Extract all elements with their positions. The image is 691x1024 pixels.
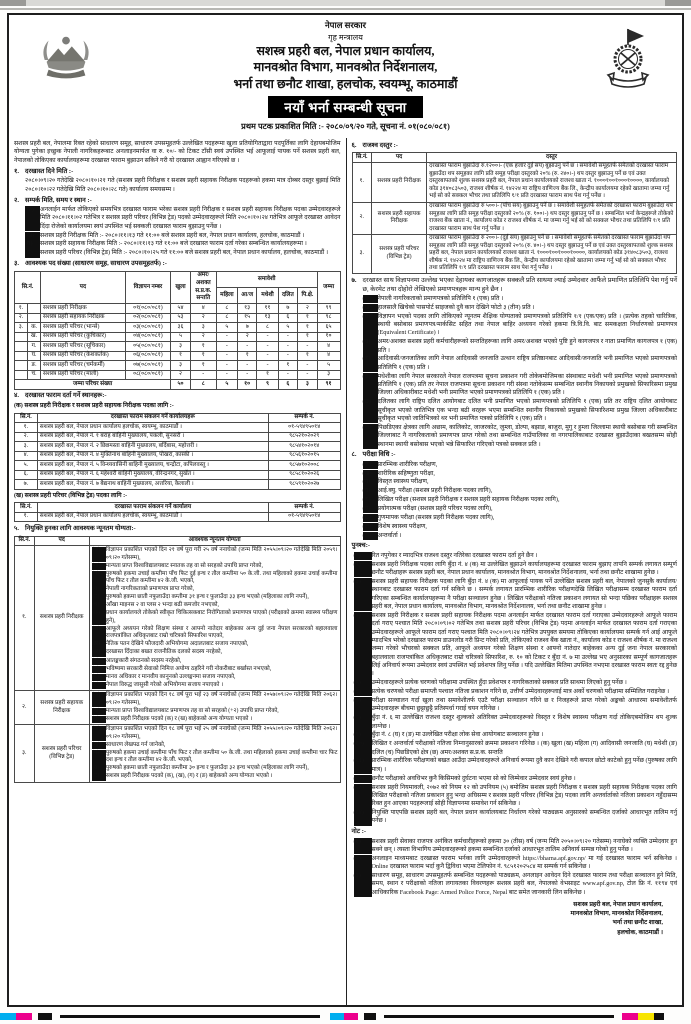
qualification-item: (ठ) भविष्यमा सरकारी सेवाको निमित्त अयोग्य ठहरिने गरी नोकरीबाट बर्खास्त नभएको, xyxy=(91,665,272,672)
punashcha-item: (२) सशस्त्र प्रहरी निरीक्षक पदका लागि बुँदा नं. ४ (क) मा उल्लेखित बुझाउने कार्यालयहरूमा दरखास्त फाराम बुझाए तापनि सम्पर्क लगायत सम्पूर्ण छनौट परीक्षाहरू सशस्त्र प्रहरी बल, नेपाल प्रधान कार्यालय, मानवश्रोत विभाग, मानवश्रोत निर्देशनालय, भर्ना तथा छनौट शाखामा हुनेछ । xyxy=(353,561,677,577)
section-3-heading: ३. आवश्यक पद संख्या (साधारण समूह, साधारण उपसमूहतर्फ) :- xyxy=(14,260,167,268)
col-sn: सि.नं. xyxy=(15,271,41,303)
document-item: (क) नेपाली नागरिकताको प्रमाणपत्रको प्रतिलिपि १ (एक) प्रति । xyxy=(362,295,504,302)
document-item: (ग) विज्ञापन भएको पदका लागि तोकिएको न्यूनतम शैक्षिक योग्यताको प्रमाणपत्रको प्रतिलिपि १/१ (एक/एक) प्रति । (प्रत्येक तहको चारित्रिक, स्थायी बसोबास प्रमाणपत्र/मार्कसिट सहित तथा नेपाल बाहिर अध्ययन गरेको हकमा त्रि.वि.वि. बाट समकक्षता निर्धारणको प्रमाणपत्र (Equivalent Certificate) । xyxy=(362,313,677,337)
punashcha-item: (१३) सशस्त्र प्रहरी नियमावली, २०७२ को नियम १२ को उपनियम (५) बमोजिम सशस्त्र प्रहरी निरीक्षक र सशस्त्र प्रहरी सहायक निरीक्षक पदका लागि लिखित परीक्षाको नतिजा प्रकाशन हुनु भन्दा अघिसम्म र सशस्त्र प्रहरी परिचर (विभिन्न ट्रेड) पदका लागि अन्तर्वार्ताको नतिजा प्रकाशन नहुँदासम्म रिक्त हुन आएका पदहरूलाई सोही विज्ञापनमा समावेश गर्न सकिनेछ । xyxy=(353,784,677,808)
section-4a-subheading: (क) सशस्त्र प्रहरी निरीक्षक र सशस्त्र प्रहरी सहायक निरीक्षक पदका लागि :- xyxy=(14,403,174,410)
vacancy-row: ख. सशस्त्र प्रहरी परिचर (कुचिकार) ०४(०८०/०८१) ५ २ - २ - - १ १० xyxy=(15,332,341,342)
contact-item: (ग) सशस्त्र प्रहरी सहायक निरीक्षक मिति :- २०८०।११।१३ गते ११:०० बजे दरखास्त फाराम दर्ता गरेका सम्बन्धित कार्यालयहरूमा । xyxy=(25,241,307,248)
qualification-row: ३. सशस्त्र प्रहरी परिचर (विभिन्न ट्रेड) (क) विज्ञापन प्रकाशित भएको दिन १८ वर्ष पूरा भई २५ वर्ष ननाघेको (जन्म मिति २०५५।०९।२० गतेदेखि मिति २०६२।०९।२० गतेसम्म), (ख) साधारण लेखपढ गर्न जानेको, (ग) पुरुषको हकमा उचाई कम्तीमा पाँच फिट र तौल कम्तीमा ५० के.जी. तथा महिलाको हकमा उचाई कम्तीमा चार फिट दश इन्च र तौल कम्तीमा ४२ के.जी. भएको, (घ) पुरुषको हकमा छाती नफुलाउँदा कम्तीमा ३० इन्च र फुलाउँदा ३२ इन्च भएको (महिलाका लागि नपर्ने), (ङ) सशस्त्र प्रहरी निरीक्षक पदको (क), (ख), (ग) र (ङ) बाहेकको अन्य योग्यता भएको । xyxy=(15,725,341,783)
scan-mark-right xyxy=(665,0,691,6)
section-1-heading: १. दरखास्त दिने मिति :- xyxy=(14,167,74,175)
org-line-1: सशस्त्र प्रहरी बल, नेपाल प्रधान कार्यालय, xyxy=(256,44,435,58)
notice-frame xyxy=(7,13,684,1007)
punashcha-item: (१४) नियुक्ति पाएपछि सशस्त्र प्रहरी बल, नेपाल प्रधान कार्यालयबाट निर्धारण गरेको पाठ्यक्रम अनुसारको सम्बन्धित दर्जाको आधारभूत तालिम गर्नु पर्नेछ । xyxy=(353,810,677,825)
section-5-heading: ५. नियुक्ति हुनका लागि आवश्यक न्यूनतम योग्यता:- xyxy=(14,524,136,532)
signature-line: मानवश्रोत विभाग, मानवश्रोत निर्देशनालय, xyxy=(570,910,663,918)
qualification-item: (ढ) नेपाल विरुद्ध जासुसी गरेको अभियोगमा सजाय नपाएको । xyxy=(91,681,224,688)
col-adv: विज्ञापन नम्बर xyxy=(125,271,171,303)
qualification-item: (ङ) सशस्त्र प्रहरी निरीक्षक पदको (क), (ख), (ग) र (ङ) बाहेकको अन्य योग्यता भएको । xyxy=(91,773,273,780)
section-1-body: २०८०।०९।२० गतेदेखि २०८०।१०।२१ गते (सशस्त्र प्रहरी निरीक्षक र सशस्त्र प्रहरी सहायक निरीक्षक पदहरूको हकमा मात्र दोब्बर दस्तुर बुझाई मिति २०८०।१०।२२ गतेदेखि मिति २०८०।१०।२८ गते) कार्यालय समयसम्म । xyxy=(25,178,341,193)
punashcha-item: (७) परीक्षा सञ्चालन गर्दा खुला तथा समावेशीतर्फ एउटै परीक्षा सञ्चालन गरिने छ र निजहरूले प्राप्त गरेको अङ्कको आधारमा समावेशीतर्फ उम्मेदवारहरू बीचमा छुट्टाछुट्टै प्रतिस्पर्धा गराई चयन गरिनेछ । xyxy=(353,697,677,713)
qualification-item: (ग) पुरुषको हकमा उचाई कम्तीमा पाँच फिट दुई इन्च र तौल कम्तीमा ५० के.जी. तथा महिलाको हकमा उचाई कम्तीमा पाँच फिट र तौल कम्तीमा ४२ के.जी. भएको, xyxy=(91,570,338,585)
fee-table: सि.नं. पद दस्तुर १. सशस्त्र प्रहरी निरीक्षक दरखास्त फाराम बुझाउँदा रु.१२००।- (एक हजार दुई सय) बुझाउनु पर्ने छ । समावेशी समूहतर्फ समेतको दरखास्त फाराम बुझाउँदा थप समूहका लागि प्रति समूह परीक्षा दस्तुरको २०% (रु. २४०।-) थप दस्तुर बुझाउनु पर्ने छ एवं उक्त दस्तुरबापतको शुल्क सशस्त्र प्रहरी बल, नेपाल प्रधान कार्यालयको राजश्व खाता नं. १०००१००१०००१००००, कार्यालयको कोड ३१४०८३५०३, राजश्व शीर्षक नं. १४२२४ मा राष्ट्रिय वाणिज्य बैंक लि., केन्द्रीय कार्यालयमा रहेको खातामा जम्मा गर्नु भई सो को सक्कल भौचर तथा प्रतिलिपि १/१ प्रति दरखास्त फाराम साथ पेश गर्नु पर्नेछ । २. सशस्त्र प्रहरी सहायक निरीक्षक दरखास्त फाराम बुझाउँदा रु ५००।- (पाँच सय) बुझाउनु पर्ने छ । समावेशी समूहतर्फ समेतको दरखास्त फाराम बुझाउँदा थप समूहका लागि प्रति समूह परीक्षा दस्तुरको २०% (रु. १००।-) थप दस्तुर बुझाउनु पर्ने छ । सम्बन्धित भर्ना केन्द्रहरूले तोकेको राजश्व बैंक खाता नं., कार्यालय कोड र राजश्व शीर्षक नं. मा जम्मा गर्नु भई सो को सक्कल भौचर तथा प्रतिलिपि १/१ प्रति दरखास्त फाराम साथ पेश गर्नु पर्नेछ । ३. सशस्त्र प्रहरी परिचर (विभिन्न ट्रेड) दरखास्त फाराम बुझाउँदा रु २००।- (दुई सय) बुझाउनु पर्ने छ । समावेशी समूहतर्फ समेतको दरखास्त फाराम बुझाउँदा थप समूहका लागि प्रति समूह परीक्षा दस्तुरको २०% (रु. ४०।-) थप दस्तुर बुझाउनु पर्ने छ एवं उक्त दस्तुरबापतको शुल्क सशस्त्र प्रहरी बल, नेपाल प्रधान कार्यालयको राजश्व खाता नं. १०००१००१०००१००००, कार्यालयको कोड ३१४०८३५०३, राजश्व शीर्षक नं. १४२२४ मा राष्ट्रिय वाणिज्य बैंक लि., केन्द्रीय कार्यालयमा रहेको खातामा जम्मा गर्नु भई सो को सक्कल भौचर तथा प्रतिलिपि १/१ प्रति दरखास्त फाराम साथ पेश गर्नु पर्नेछ । xyxy=(352,152,678,274)
scan-mark-left xyxy=(0,0,26,6)
punashcha-item: (११) प्रारम्भिक शारीरिक परीक्षणको बखत आउँदा उम्मेदवारहरूले अनिवार्य रूपमा दुवै कान देखिने गरी कपाल छोटो काटेको हुनु पर्नेछ (पुरुषका लागि मात्र) । xyxy=(353,758,677,773)
left-column xyxy=(9,138,346,1006)
government-label: नेपाल सरकार xyxy=(324,20,367,30)
contact-item: (ख) सशस्त्र प्रहरी निरीक्षक मिति :- २०८०।११।१३ गते ११:०० बजे सशस्त्र प्रहरी बल, नेपाल प्रधान कार्यालय, हलचोक, काठमाडौं । xyxy=(25,232,305,239)
registration-offices-table-b: सि.नं. दरखास्त फाराम संकलन गर्ने कार्यालय सम्पर्क नं. १. सशस्त्र प्रहरी बल, नेपाल प्रधान कार्यालय हलचोक, स्वयम्भू, काठमाडौं । ०१-५९४९५०१४ xyxy=(14,502,341,522)
punashcha-item: (९) बुँदा नं. ८ (घ) र (ङ) मा उल्लेखित परीक्षा लोक सेवा आयोगबाट सञ्चालन हुनेछ । xyxy=(353,732,544,739)
vacancy-row: १. सशस्त्र प्रहरी निरीक्षक ०१(०८०/०८१) ५४ ४ ८ १३ ११ ७ २ ९९ xyxy=(15,304,341,314)
qualification-item: (घ) पुरुषको हकमा छाती नफुलाउँदा कम्तीमा ३० इन्च र फुलाउँदा ३२ इन्च भएको (महिलाका लागि नपर्ने), xyxy=(91,765,309,772)
exam-method-item: (क) प्रारम्भिक शारीरिक परीक्षण, xyxy=(362,461,438,468)
qualification-item: (झ) नैतिक पतन देखिने फौजदारी अभियोगमा अदालतबाट सजाय नपाएको, xyxy=(91,641,249,648)
qualification-item: (ख) मान्यता प्राप्त विश्वविद्यालयबाट स्नातक तह वा सो सरहको उपाधि प्राप्त गरेको, xyxy=(91,562,263,569)
qualification-item: (ड) मानव अधिकार र मानवीय कानूनको उल्लङ्घनमा सजाय नपाएको, xyxy=(91,673,236,680)
vacancy-row: २. सशस्त्र प्रहरी सहायक निरीक्षक ०२(०८०/०८१) ५३ २ ८ १५ १३ ६ १ ९८ xyxy=(15,313,341,323)
section-4-heading: ४. दरखास्त फाराम दर्ता गर्ने स्थानहरू:- xyxy=(14,392,107,400)
qualification-item: (छ) प्रधान कार्यालयले तोकेको स्वीकृत चिकित्सकबाट निरोगिताको प्रमाणपत्र पाएको (परीक्षाको क्रममा स्वास्थ्य परीक्षण हुने), xyxy=(91,610,338,624)
qualification-item: (च) आँखा माइनस २ वा प्लस २ भन्दा बढी कमजोर नभएको, xyxy=(91,602,220,609)
office-row: २. सशस्त्र प्रहरी बल, नेपाल नं. १ बराह बाहिनी मुख्यालय, पकली, सुनसरी । ९८५२१०२०२९ xyxy=(15,432,341,442)
signature-block xyxy=(352,900,678,937)
office-row: ६. सशस्त्र प्रहरी बल, नेपाल नं. ६ महेश्वरी बाहिनी मुख्यालय, वीरेन्द्रनगर, सुर्खेत । ९८५८१०२०२६ xyxy=(15,470,341,480)
signature-line: सशस्त्र प्रहरी बल, नेपाल प्रधान कार्यालय, xyxy=(573,901,663,909)
signature-line: हलचोक, काठमाडौं । xyxy=(617,928,663,936)
fee-row: २. सशस्त्र प्रहरी सहायक निरीक्षक दरखास्त फाराम बुझाउँदा रु ५००।- (पाँच सय) बुझाउनु पर्ने छ । समावेशी समूहतर्फ समेतको दरखास्त फाराम बुझाउँदा थप समूहका लागि प्रति समूह परीक्षा दस्तुरको २०% (रु. १००।-) थप दस्तुर बुझाउनु पर्ने छ । सम्बन्धित भर्ना केन्द्रहरूले तोकेको राजश्व बैंक खाता नं., कार्यालय कोड र राजश्व शीर्षक नं. मा जम्मा गर्नु भई सो को सक्कल भौचर तथा प्रतिलिपि १/१ प्रति दरखास्त फाराम साथ पेश गर्नु पर्नेछ । xyxy=(352,202,677,234)
qualification-item: (ख) साधारण लेखपढ गर्न जानेको, xyxy=(91,741,166,748)
section-4b-subheading: (ख) सशस्त्र प्रहरी परिचर (विभिन्न ट्रेड) पदका लागि :- xyxy=(14,492,128,499)
contact-item: (घ) सशस्त्र प्रहरी परिचर (विभिन्न ट्रेड) मिति :- २०८०।१०।२५ गते ११:०० बजे सशस्त्र प्रहरी बल, नेपाल प्रधान कार्यालय, हलचोक, काठमाडौं । xyxy=(25,250,329,257)
office-row: ३. सशस्त्र प्रहरी बल, नेपाल नं. २ छिन्नमस्ता बाहिनी मुख्यालय, बर्दिबास, महोत्तरी । ९८५४१०२०१४ xyxy=(15,442,341,452)
qualification-row: २. सशस्त्र प्रहरी सहायक निरीक्षक (क) विज्ञापन प्रकाशित भएको दिन १८ वर्ष पूरा भई २३ वर्ष ननाघेको (जन्म मिति २०५७।०९।२० गतेदेखि मिति २०६२।०९।२० गतेसम्म), (ख) मान्यता प्राप्त विश्वविद्यालयबाट प्रमाणपत्र तह वा सो सरहको (+२) उपाधि प्राप्त गरेको, (ग) सशस्त्र प्रहरी निरीक्षक पदको (क) र (ख) बाहेकको अन्य योग्यता भएको । xyxy=(15,691,341,725)
org-line-2: मानवश्रोत विभाग, मानवश्रोत निर्देशनालय, xyxy=(253,60,438,75)
section-8-heading: ८. परीक्षा विधि :- xyxy=(351,451,396,459)
org-line-3: भर्ना तथा छनौट शाखा, हलचोक, स्वयम्भू, काठमाडौं xyxy=(233,76,458,91)
office-row: १. सशस्त्र प्रहरी बल, नेपाल प्रधान कार्यालय हलचोक, स्वयम्भू, काठमाडौं । ०१-५९४९५०१४ xyxy=(15,512,341,522)
note-item: (२) अनलाइन माध्यमबाट दरखास्त फाराम भर्नका लागि उम्मेदवारहरूले https://bharna.apf.gov.np/ मा गई दरखास्त फाराम भर्न सकिनेछ । Online दरखास्त फाराम भर्दा कुनै द्विविधा भएमा टेलिफोन नं. ९८५१२०२५८४ मा सम्पर्क गर्न सकिनेछ । xyxy=(353,855,677,871)
exam-method-item: (च) प्रयोगात्मक परीक्षा (सशस्त्र प्रहरी परिचर पदका लागि), xyxy=(362,506,493,513)
vacancy-row: ङ. सशस्त्र प्रहरी परिचर (चर्मकर्मी) ०७(०८०/०८१) ३ १ - - - १ - ५ xyxy=(15,361,341,371)
document-item: (च) मधेशीका लागि नेपाल सरकारले नेपाल राजपत्रमा सूचना प्रकाशन गरी तोकेबमोजिमका संस्थाबाट मधेशी भनी प्रमाणित भएको प्रमाणपत्रको प्रतिलिपि १ (एक) प्रति तर नेपाल राजपत्रमा सूचना प्रकाशन गरी संस्था नतोकेसम्म सम्बन्धित स्थानीय निकायको प्रमुखको सिफारिसमा प्रमुख जिल्ला अधिकारीबाट मधेशी भनी प्रमाणित भएको प्रमाणपत्रको प्रतिलिपि १ (एक) प्रति । xyxy=(362,373,677,397)
punashcha-item: (५) उम्मेदवारहरूले प्रत्येक चरणको परीक्षामा उपस्थित हुँदा प्रवेशपत्र र नागरिकताको सक्कल प्रति साथमा लिएको हुनु पर्नेछ । xyxy=(353,680,627,687)
col-samaveshi: समावेशी xyxy=(216,271,317,287)
armed-police-force-emblem-icon xyxy=(600,27,656,98)
qualification-item: (ट) आतङ्ककारी संगठनको सदस्य नरहेको, xyxy=(91,657,182,664)
fee-row: १. सशस्त्र प्रहरी निरीक्षक दरखास्त फाराम बुझाउँदा रु.१२००।- (एक हजार दुई सय) बुझाउनु पर्ने छ । समावेशी समूहतर्फ समेतको दरखास्त फाराम बुझाउँदा थप समूहका लागि प्रति समूह परीक्षा दस्तुरको २०% (रु. २४०।-) थप दस्तुर बुझाउनु पर्ने छ एवं उक्त दस्तुरबापतको शुल्क सशस्त्र प्रहरी बल, नेपाल प्रधान कार्यालयको राजश्व खाता नं. १०००१००१०००१००००, कार्यालयको कोड ३१४०८३५०३, राजश्व शीर्षक नं. १४२२४ मा राष्ट्रिय वाणिज्य बैंक लि., केन्द्रीय कार्यालयमा रहेको खातामा जम्मा गर्नु भई सो को सक्कल भौचर तथा प्रतिलिपि १/१ प्रति दरखास्त फाराम साथ पेश गर्नु पर्नेछ । xyxy=(352,162,677,202)
top-rule xyxy=(0,8,691,10)
punashcha-item: (८) बुँदा नं. ६ मा उल्लेखित राजश्व दस्तुर शुल्कको अतिरिक्त उम्मेदवारहरूको विस्तृत र विशेष स्वास्थ्य परीक्षण गर्दा तोकिएबमोजिम थप शुल्क लाग्नेछ । xyxy=(353,715,677,730)
qualification-table: सि.नं. पद आवश्यक न्यूनतम योग्यता १. सशस्त्र प्रहरी निरीक्षक (क) विज्ञापन प्रकाशित भएको दिन २१ वर्ष पूरा गरी २५ वर्ष ननाघेको (जन्म मिति २०५५।०९।२० गतेदेखि मिति २०५९।०९।२० गतेसम्म), (ख) मान्यता प्राप्त विश्वविद्यालयबाट स्नातक तह वा सो सरहको उपाधि प्राप्त गरेको, (ग) पुरुषको हकमा उचाई कम्तीमा पाँच फिट दुई इन्च र तौल कम्तीमा ५० के.जी. तथा महिलाको हकमा उचाई कम्तीमा पाँच फिट र तौल कम्तीमा ४२ के.जी. भएको, (घ) नेपाली नागरिकताको प्रमाणपत्र प्राप्त गरेको, (ङ) पुरुषको हकमा छाती नफुलाउँदा कम्तीमा ३१ इन्च र फुलाउँदा ३३ इन्च भएको (महिलाका लागि नपर्ने), (च) आँखा माइनस २ वा प्लस २ भन्दा बढी कमजोर नभएको, (छ) प्रधान कार्यालयले तोकेको स्वीकृत चिकित्सकबाट निरोगिताको प्रमाणपत्र पाएको (परीक्षाको क्रममा स्वास्थ्य परीक्षण हुने), (ज) आफूले अध्ययन गरेको शिक्षण संस्था र आफ्नो नातेदार बाहेकका अन्य दुई जना नेपाल सरकारको बहालवाला राजपत्रांकित अधिकृतबाट राम्रो चरित्रको सिफारिश पाएको, (झ) नैतिक पतन देखिने फौजदारी अभियोगमा अदालतबाट सजाय नपाएको, (ञ) दरखास्त दिँदाका बखत राजनीतिक दलको सदस्य नरहेको, (ट) आतङ्ककारी संगठनको सदस्य नरहेको, (ठ) भविष्यमा सरकारी सेवाको निमित्त अयोग्य ठहरिने गरी नोकरीबाट बर्खास्त नभएको, (ड) मानव अधिकार र मानवीय कानूनको उल्लङ्घनमा सजाय नपाएको, (ढ) नेपाल विरुद्ध जासुसी गरेको अभियोगमा सजाय नपाएको । २. सशस्त्र प्रहरी सहायक निरीक्षक (क) विज्ञापन प्रकाशित भएको दिन १८ वर्ष पूरा भई २३ वर्ष ननाघेको (जन्म मिति २०५७।०९।२० गतेदेखि मिति २०६२।०९।२० गतेसम्म), (ख) मान्यता प्राप्त विश्वविद्यालयबाट प्रमाणपत्र तह वा सो सरहको (+२) उपाधि प्राप्त गरेको, (ग) सशस्त्र प्रहरी निरीक्षक पदको (क) र (ख) बाहेकको अन्य योग्यता भएको । ३. सशस्त्र प्रहरी परिचर (विभिन्न ट्रेड) (क) विज्ञापन प्रकाशित भएको दिन १८ वर्ष पूरा भई २५ वर्ष ननाघेको (जन्म मिति २०५५।०९।२० गतेदेखि मिति २०६२।०९।२० गतेसम्म), (ख) साधारण लेखपढ गर्न जानेको, (ग) पुरुषको हकमा उचाई कम्तीमा पाँच फिट र तौल कम्तीमा ५० के.जी. तथा महिलाको हकमा उचाई कम्तीमा चार फिट दश इन्च र तौल कम्तीमा ४२ के.जी. भएको, (घ) पुरुषको हकमा छाती नफुलाउँदा कम्तीमा ३० इन्च र फुलाउँदा ३२ इन्च भएको (महिलाका लागि नपर्ने), (ङ) सशस्त्र प्रहरी निरीक्षक पदको (क), (ख), (ग) र (ङ) बाहेकको अन्य योग्यता भएको । xyxy=(14,536,341,783)
fee-row: ३. सशस्त्र प्रहरी परिचर (विभिन्न ट्रेड) दरखास्त फाराम बुझाउँदा रु २००।- (दुई सय) बुझाउनु पर्ने छ । समावेशी समूहतर्फ समेतको दरखास्त फाराम बुझाउँदा थप समूहका लागि प्रति समूह परीक्षा दस्तुरको २०% (रु. ४०।-) थप दस्तुर बुझाउनु पर्ने छ एवं उक्त दस्तुरबापतको शुल्क सशस्त्र प्रहरी बल, नेपाल प्रधान कार्यालयको राजश्व खाता नं. १०००१००१०००१००००, कार्यालयको कोड ३१४०८३५०३, राजश्व शीर्षक नं. १४२२४ मा राष्ट्रिय वाणिज्य बैंक लि., केन्द्रीय कार्यालयमा रहेको खातामा जम्मा गर्नु भई सो को सक्कल भौचर तथा प्रतिलिपि १/१ प्रति दरखास्त फाराम साथ पेश गर्नु पर्नेछ । xyxy=(352,234,677,274)
vacancy-row: च. सशस्त्र प्रहरी परिचर (माली) ०८(०८०/०८१) २ - - - १ - - ३ xyxy=(15,370,341,380)
published-date-line: प्रथम पटक प्रकाशित मिति :- २०८०/०९/२० गते, सूचना नं. ०१(०८०/०८१) xyxy=(241,121,450,131)
qualification-item: (ङ) पुरुषको हकमा छाती नफुलाउँदा कम्तीमा ३१ इन्च र फुलाउँदा ३३ इन्च भएको (महिलाका लागि नपर्ने), xyxy=(91,594,309,601)
notice-title: नयाँ भर्ना सम्बन्धी सूचना xyxy=(268,96,422,118)
qualification-item: (क) विज्ञापन प्रकाशित भएको दिन १८ वर्ष पूरा भई २३ वर्ष ननाघेको (जन्म मिति २०५७।०९।२० गतेदेखि मिति २०६२।०९।२० गतेसम्म), xyxy=(91,692,338,706)
qualification-item: (क) विज्ञापन प्रकाशित भएको दिन २१ वर्ष पूरा गरी २५ वर्ष ननाघेको (जन्म मिति २०५५।०९।२० गतेदेखि मिति २०५९।०९।२० गतेसम्म), xyxy=(91,547,338,561)
exam-method-item: (ङ) लिखित परीक्षा (सशस्त्र प्रहरी निरीक्षक र सशस्त्र प्रहरी सहायक निरीक्षक पदका लागि), xyxy=(362,497,560,504)
punashcha-item: (४) सशस्त्र प्रहरी निरीक्षक र सशस्त्र प्रहरी सहायक निरीक्षक पदमा अनलाईन मार्फत दरखास्त फाराम दर्ता गराएका उम्मेदवारहरूले आफूले फाराम दर्ता गराए पश्चात मिति २०८०।०९।०२ गतेभित्र तथा सशस्त्र प्रहरी परिचर (विभिन्न ट्रेड) पदमा अनलाईन मार्फत दरखास्त फाराम दर्ता गराएका उम्मेदवारहरूले आफूले फाराम दर्ता गराए पश्चात मिति २०८०।०९।२४ गतेभित्र उपयुक्त समयमा तोकिएका कार्यालयमा सम्पर्क गर्न आई आफूले म्यादभित्र भरेको दरखास्त फाराम डाउनलोड गरी प्रिन्ट गरेको प्रति, तोकिएको राजश्व बैंक खाता नं., कार्यालय कोड र राजश्व शीर्षक नं. मा राजश्व जम्मा गरेको भौचरको सक्कल प्रति, आफूले अध्ययन गरेको शिक्षण संस्था र आफ्नो नातेदार बाहेकका अन्य दुई जना नेपाल सरकारको बहालवाला राजपत्रांकित अधिकृतबाट राम्रो चरित्रको सिफारिश, रु. १० को टिकट र बुँदा नं. ७ मा उल्लेख भए अनुसारका सम्पूर्ण कागजातहरू लिई अनिवार्य रूपमा उम्मेदवार स्वयं उपस्थित भई प्रवेशपत्र लिनु पर्नेछ । यदि उल्लेखित मितिमा उपस्थित नभएमा दरखास्त फाराम स्वतः रद्द हुनेछ । xyxy=(353,612,677,678)
qualification-item: (ग) पुरुषको हकमा उचाई कम्तीमा पाँच फिट र तौल कम्तीमा ५० के.जी. तथा महिलाको हकमा उचाई कम्तीमा चार फिट दश इन्च र तौल कम्तीमा ४२ के.जी. भएको, xyxy=(91,749,338,764)
document-item: (ङ) आदिवासी/जनजातिका लागि नेपाल आदिवासी जनजाति उत्थान राष्ट्रिय प्रतिष्ठानबाट आदिवासी/जनजाति भनी प्रमाणित भएको प्रमाणपत्रको प्रतिलिपि १ (एक) प्रति । xyxy=(362,356,677,371)
vacancy-row: ग. सशस्त्र प्रहरी परिचर (सूचिकार) ०५(०८०/०८१) ३ १ - - - - - ४ xyxy=(15,342,341,352)
punashcha-item: (१) रित नपुगेका र म्यादभित्र राजश्व दस्तुर नतिरेका दरखास्त फाराम दर्ता हुने छैन । xyxy=(353,552,538,559)
punashcha-heading: पुनश्च:- xyxy=(351,542,371,550)
document-item: (ज) पिछडिएका क्षेत्रका लागि अछाम, कालिकोट, जाजरकोट, जुम्ला, डोल्पा, बझाङ, बाजुरा, मुगु र हुम्ला जिल्लामा स्थायी बसोबास गरी सम्बन्धित जिल्लाबाट नै नागरिकताको प्रमाणपत्र प्राप्त गरेको तथा सम्बन्धित गाउँपालिका वा नगरपालिकाबाट दरखास्त बुझाउँदाका बखतसम्म सोही स्थानमा स्थायी बसोबास भएको भन्ने सिफारिश गरिएको पत्रको सक्कल प्रति । xyxy=(362,424,677,448)
registration-offices-table-a: सि.नं. दरखास्त फाराम संकलन गर्ने कार्यालयहरू सम्पर्क नं. १. सशस्त्र प्रहरी बल, नेपाल प्रधान कार्यालय हलचोक, स्वयम्भू, काठमाडौं । ०१-५९४९५०१४ २. सशस्त्र प्रहरी बल, नेपाल नं. १ बराह बाहिनी मुख्यालय, पकली, सुनसरी । ९८५२१०२०२९ ३. सशस्त्र प्रहरी बल, नेपाल नं. २ छिन्नमस्ता बाहिनी मुख्यालय, बर्दिबास, महोत्तरी । ९८५४१०२०१४ ४. सशस्त्र प्रहरी बल, नेपाल नं. ४ मुक्तिनाथ बाहिनी मुख्यालय, पोखरा, कास्की । ९८५६१०२०१५ ५. सशस्त्र प्रहरी बल, नेपाल नं. ५ विन्ध्यवासिनी बाहिनी मुख्यालय, चन्द्रौटा, कपिलवस्तु । ९८५७१०२००८ ६. सशस्त्र प्रहरी बल, नेपाल नं. ६ महेश्वरी बाहिनी मुख्यालय, वीरेन्द्रनगर, सुर्खेत । ९८५८१०२०२६ ७. सशस्त्र प्रहरी बल, नेपाल नं. ७ बैद्यनाथ बाहिनी मुख्यालय, अत्तरिया, कैलाली । ९८५९१०२०२७ xyxy=(14,413,341,490)
ministry-label: गृह मन्त्रालय xyxy=(328,33,363,42)
exam-method-item: (घ) आई.क्यु. परीक्षा (सशस्त्र प्रहरी निरीक्षक पदका लागि), xyxy=(362,488,493,495)
qualification-item: (ज) आफूले अध्ययन गरेको शिक्षण संस्था र आफ्नो नातेदार बाहेकका अन्य दुई जना नेपाल सरकारको बहालवाला राजपत्रांकित अधिकृतबाट राम्रो चरित्रको सिफारिश पाएको, xyxy=(91,625,338,640)
section-7-heading: ७. दरखास्त साथ विज्ञापनमा उल्लेख भएका देहायका कागजातहरू सक्कलै प्रति साथमा ल्याई उम्मेदवार आफैंले प्रमाणित प्रतिलिपि पेश गर्नु पर्ने छ, केरमेट तथा दोहोरो लेखिएको प्रमाणपत्रहरू मान्य हुने छैन । xyxy=(351,276,677,293)
section-2-heading: २. सम्पर्क मिति, समय र स्थान :- xyxy=(14,196,92,204)
note-heading: नोट :- xyxy=(351,828,367,836)
office-row: ५. सशस्त्र प्रहरी बल, नेपाल नं. ५ विन्ध्यवासिनी बाहिनी मुख्यालय, चन्द्रौटा, कपिलवस्तु । ९८५७१०२००८ xyxy=(15,461,341,471)
signature-line: भर्ना तथा छनौट शाखा, xyxy=(612,919,663,927)
office-row: ४. सशस्त्र प्रहरी बल, नेपाल नं. ४ मुक्तिनाथ बाहिनी मुख्यालय, पोखरा, कास्की । ९८५६१०२०१५ xyxy=(15,451,341,461)
right-column xyxy=(346,138,683,1006)
notice-header xyxy=(9,15,682,138)
punashcha-item: (१२) छनौट परीक्षाको अवधिभर कुनै किसिमको दुर्घटना भएमा सो को जिम्मेवार उम्मेदवार स्वयं हुनेछ । xyxy=(353,775,576,782)
document-item: (घ) अमर/अशक्त सशस्त्र प्रहरी कर्मचारीहरूको सन्ततिहरूका लागि अमर/अशक्त भएको पुष्टि हुने कागजपत्र र नाता प्रमाणित कागजपत्र १ (एक) प्रति । xyxy=(362,339,677,354)
vacancy-row: ३. क. सशस्त्र प्रहरी परिचर (भान्से) ०३(०८०/०८१) ३६ ३ ५ ७ ८ ५ १ ६५ xyxy=(15,323,341,333)
qualification-item: (ञ) दरखास्त दिँदाका बखत राजनीतिक दलको सदस्य नरहेको, xyxy=(91,649,223,656)
vacancy-total-row: जम्मा परिचर संख्या ५० ८ ५ १० ९ ६ ३ ९१ xyxy=(15,380,341,390)
exam-method-item: (ग) विस्तृत स्वास्थ्य परीक्षण, xyxy=(362,479,429,486)
qualification-item: (ग) सशस्त्र प्रहरी निरीक्षक पदको (क) र (ख) बाहेकको अन्य योग्यता भएको । xyxy=(91,715,253,722)
exam-method-item: (झ) अन्तर्वार्ता । xyxy=(362,532,402,539)
col-jamma: जम्मा xyxy=(317,271,340,303)
print-registration-strip xyxy=(0,1013,691,1020)
scan-edge xyxy=(0,0,691,6)
office-row: ७. सशस्त्र प्रहरी बल, नेपाल नं. ७ बैद्यनाथ बाहिनी मुख्यालय, अत्तरिया, कैलाली । ९८५९१०२०२७ xyxy=(15,480,341,490)
exam-method-item: (ज) विशेष स्वास्थ्य परीक्षण, xyxy=(362,523,427,530)
qualification-row: १. सशस्त्र प्रहरी निरीक्षक (क) विज्ञापन प्रकाशित भएको दिन २१ वर्ष पूरा गरी २५ वर्ष ननाघेको (जन्म मिति २०५५।०९।२० गतेदेखि मिति २०५९।०९।२० गतेसम्म), (ख) मान्यता प्राप्त विश्वविद्यालयबाट स्नातक तह वा सो सरहको उपाधि प्राप्त गरेको, (ग) पुरुषको हकमा उचाई कम्तीमा पाँच फिट दुई इन्च र तौल कम्तीमा ५० के.जी. तथा महिलाको हकमा उचाई कम्तीमा पाँच फिट र तौल कम्तीमा ४२ के.जी. भएको, (घ) नेपाली नागरिकताको प्रमाणपत्र प्राप्त गरेको, (ङ) पुरुषको हकमा छाती नफुलाउँदा कम्तीमा ३१ इन्च र फुलाउँदा ३३ इन्च भएको (महिलाका लागि नपर्ने), (च) आँखा माइनस २ वा प्लस २ भन्दा बढी कमजोर नभएको, (छ) प्रधान कार्यालयले तोकेको स्वीकृत चिकित्सकबाट निरोगिताको प्रमाणपत्र पाएको (परीक्षाको क्रममा स्वास्थ्य परीक्षण हुने), (ज) आफूले अध्ययन गरेको शिक्षण संस्था र आफ्नो नातेदार बाहेकका अन्य दुई जना नेपाल सरकारको बहालवाला राजपत्रांकित अधिकृतबाट राम्रो चरित्रको सिफारिश पाएको, (झ) नैतिक पतन देखिने फौजदारी अभियोगमा अदालतबाट सजाय नपाएको, (ञ) दरखास्त दिँदाका बखत राजनीतिक दलको सदस्य नरहेको, (ट) आतङ्ककारी संगठनको सदस्य नरहेको, (ठ) भविष्यमा सरकारी सेवाको निमित्त अयोग्य ठहरिने गरी नोकरीबाट बर्खास्त नभएको, (ड) मानव अधिकार र मानवीय कानूनको उल्लङ्घनमा सजाय नपाएको, (ढ) नेपाल विरुद्ध जासुसी गरेको अभियोगमा सजाय नपाएको । xyxy=(15,546,341,691)
office-row: १. सशस्त्र प्रहरी बल, नेपाल प्रधान कार्यालय हलचोक, स्वयम्भू, काठमाडौं । ०१-५९४९५०१४ xyxy=(15,423,341,433)
vacancy-row: घ. सशस्त्र प्रहरी परिचर (केशकर्तक) ०६(०८०/०८१) १ १ - १ - - १ ४ xyxy=(15,351,341,361)
col-amar: अमर/ अशक्त स.प्र.क. सन्तति xyxy=(190,271,216,303)
section-6-heading: ६. राजश्व दस्तुर :- xyxy=(351,141,398,149)
contact-item: (क) अनलाईन मार्फत तोकिएको समयभित्र दरखास्त फाराम भरेका सशस्त्र प्रहरी निरीक्षक र सशस्त्र प्रहरी सहायक निरीक्षक पदका उम्मेदवारहरूले मिति २०८०।११।०२ गतेभित्र र सशस्त्र प्रहरी परिचर (विभिन्न ट्रेड) पदको उम्मेदवारहरूले मिति २०८०।१०।२४ गतेभित्र आफूले दरखास्त आवेदन दिंदा रोजेको कार्यालयमा स्वयं उपस्थित भई सक्कली दरखास्त फाराम बुझाउनु पर्नेछ । xyxy=(25,206,341,230)
col-khula: खुला xyxy=(171,271,191,303)
exam-method-item: (ख) शारीरिक सहिष्णुता परीक्षा, xyxy=(362,470,435,477)
punashcha-item: (३) सशस्त्र प्रहरी सहायक निरीक्षक पदका लागि बुँदा नं. ४ (क) मा आफूलाई पायक पर्ने उल्लेखित सशस्त्र प्रहरी बल, नेपालको जुनसुकै कार्यालय/स्थानबाट दरखास्त फाराम दर्ता गर्न सकिने छ । सम्पर्क लगायत प्रारम्भिक शारीरिक परीक्षणदेखि लिखित परीक्षासम्म दरखास्त फाराम दर्ता गरिएका सम्बन्धित कार्यालयहरूमा नै परीक्षा सञ्चालन हुनेछ । लिखित परीक्षाको नतिजा प्रकाशन लगायत सो भन्दा पछिका परीक्षाहरू सशस्त्र प्रहरी बल, नेपाल प्रधान कार्यालय, मानवश्रोत विभाग, मानवश्रोत निर्देशनालय, भर्ना तथा छनौट शाखामा हुनेछ । xyxy=(353,578,677,610)
exam-method-item: (छ) गुणमापक परीक्षा (सशस्त्र प्रहरी निरीक्षक पदका लागि), xyxy=(362,514,495,521)
punashcha-item: (६) प्रत्येक चरणको परीक्षा समाप्ती पश्चात नतिजा प्रकाशन गरिने छ, उत्तीर्ण उम्मेदवारहरूलाई मात्र अर्को चरणको परीक्षामा सम्मिलित गराइनेछ । xyxy=(353,689,670,696)
note-item: (३) साधारण समूह, साधारण उपसमूहतर्फ सम्बन्धित पदहरूको पाठ्यक्रम, अनलाइन आवेदन दिने दरखास्त फाराम तथा परीक्षा सञ्चालन हुने मिति, समय, स्थान र परीक्षाको नतिजा लगायतका विवरणहरू सशस्त्र प्रहरी बल, नेपालको वेभसाइट www.apf.gov.np, टोल फ्रि नं. ११९४ एवं आधिकारिक Facebook Page: Armed Police Force, Nepal बाट समेत जानकारी लिन सकिनेछ । xyxy=(353,873,677,896)
vacancy-table: सि.नं. पद विज्ञापन नम्बर खुला अमर/ अशक्त स.प्र.क. सन्तति समावेशी जम्मा महिला आ/ज मधेशी दलित पि.क्षे. १. सशस्त्र प्रहरी निरीक्षक ०१(०८०/०८१) ५४ ४ ८ १३ ११ ७ २ ९९ २. सशस्त्र प्रहरी सहायक निरीक्षक ०२(०८०/०८१) ५३ २ ८ १५ १३ ६ १ ९८ ३. क. सशस्त्र प्रहरी परिचर (भान्से) ०३(०८०/०८१) ३६ ३ ५ ७ ८ ५ १ ६५ ख. सशस्त्र प्रहरी परिचर (कुचिकार) ०४(०८०/०८१) ५ २ - २ - - १ १० ग. सशस्त्र प्रहरी परिचर (सूचिकार) ०५(०८०/०८१) ३ १ - - - - - ४ घ. सशस्त्र प्रहरी परिचर (केशकर्तक) ०६(०८०/०८१) १ १ - १ - - १ ४ ङ. सशस्त्र प्रहरी परिचर (चर्मकर्मी) ०७(०८०/०८१) ३ १ - - - १ - ५ च. सशस्त्र प्रहरी परिचर (माली) ०८(०८०/०८१) २ - - - १ - - ३ जम्मा परिचर संख्या ५० ८ ५ १० ९ ६ ३ ९१ xyxy=(14,271,341,390)
document-item: (ख) हालसालै खिचेको पासपोर्ट साइजको दुवै कान देखिने फोटो ३ (तीन) प्रति । xyxy=(362,304,535,311)
col-post: पद xyxy=(41,271,126,303)
notice-body xyxy=(9,138,682,1006)
document-item: (छ) दलितका लागि राष्ट्रिय दलित आयोगबाट दलित भनी प्रमाणित भएको प्रमाणपत्रको प्रतिलिपि १ (एक) प्रति तर राष्ट्रिय दलित आयोगबाट सूचीकृत भएको जातिभित्र एक भन्दा बढी थरहरू भएमा सम्बन्धित स्थानीय निकायको प्रमुखको सिफारिशमा प्रमुख जिल्ला अधिकारीबाट सूचीकृत भएको जातिभित्रको थर भनी प्रमाणित पत्रको प्रतिलिपि १ (एक) प्रति । xyxy=(362,399,677,422)
qualification-item: (ख) मान्यता प्राप्त विश्वविद्यालयबाट प्रमाणपत्र तह वा सो सरहको (+२) उपाधि प्राप्त गरेको, xyxy=(91,707,279,714)
punashcha-item: (१०) लिखित र अन्तर्वार्ता परीक्षाको नतिजा निम्नानुसारको क्रममा प्रकाशन गरिनेछ । (क) खुला (ख) महिला (ग) आदिवासी जनजाति (घ) मधेशी (ङ) दलित (च) पिछडिएको क्षेत्र (छ) अमर/अशक्त स.प्र.क. सन्तति xyxy=(353,741,677,756)
qualification-item: (घ) नेपाली नागरिकताको प्रमाणपत्र प्राप्त गरेको, xyxy=(91,586,195,593)
intro-paragraph: सशस्त्र प्रहरी बल, नेपालमा रिक्त रहेको साधारण समूह, साधारण उपसमूहतर्फ उल्लेखित पदहरूमा खुला प्रतियोगिताद्वारा पदपूर्तिका लागि देहायबमोजिम योग्यता पुगेका इच्छुक नेपाली नागरिकहरूबाट अनलाइनमार्फत वा रु. १०/- को टिकट टाँसी स्वयं उपस्थित भई आफूलाई पायक पर्ने सशस्त्र प्रहरी बल, नेपालको तोकिएका कार्यालयहरूमा दरखास्त फाराम बुझाउन सकिने गरी यो दरखास्त आह्वान गरिएको छ । xyxy=(14,141,341,164)
note-item: (१) सशस्त्र प्रहरी सेवाका राजपत्र अनंकित कर्मचारीहरूको हकमा ३० (तीस) वर्ष (जन्म मिति २०५०।०९।२० गतेसम्म) ननाघेको व्यक्ति उम्मेदवार हुन सक्ने छन् । त्यस्ता विभागिय उम्मेदवारहरूको हकमा सम्बन्धित दर्जाको आधारभूत तालिम अनिवार्य सम्पन्न गरेको हुनु पर्नेछ । xyxy=(353,838,677,853)
qualification-item: (क) विज्ञापन प्रकाशित भएको दिन १८ वर्ष पूरा भई २५ वर्ष ननाघेको (जन्म मिति २०५५।०९।२० गतेदेखि मिति २०६२।०९।२० गतेसम्म), xyxy=(91,726,338,740)
nepal-government-emblem-icon xyxy=(35,27,97,94)
